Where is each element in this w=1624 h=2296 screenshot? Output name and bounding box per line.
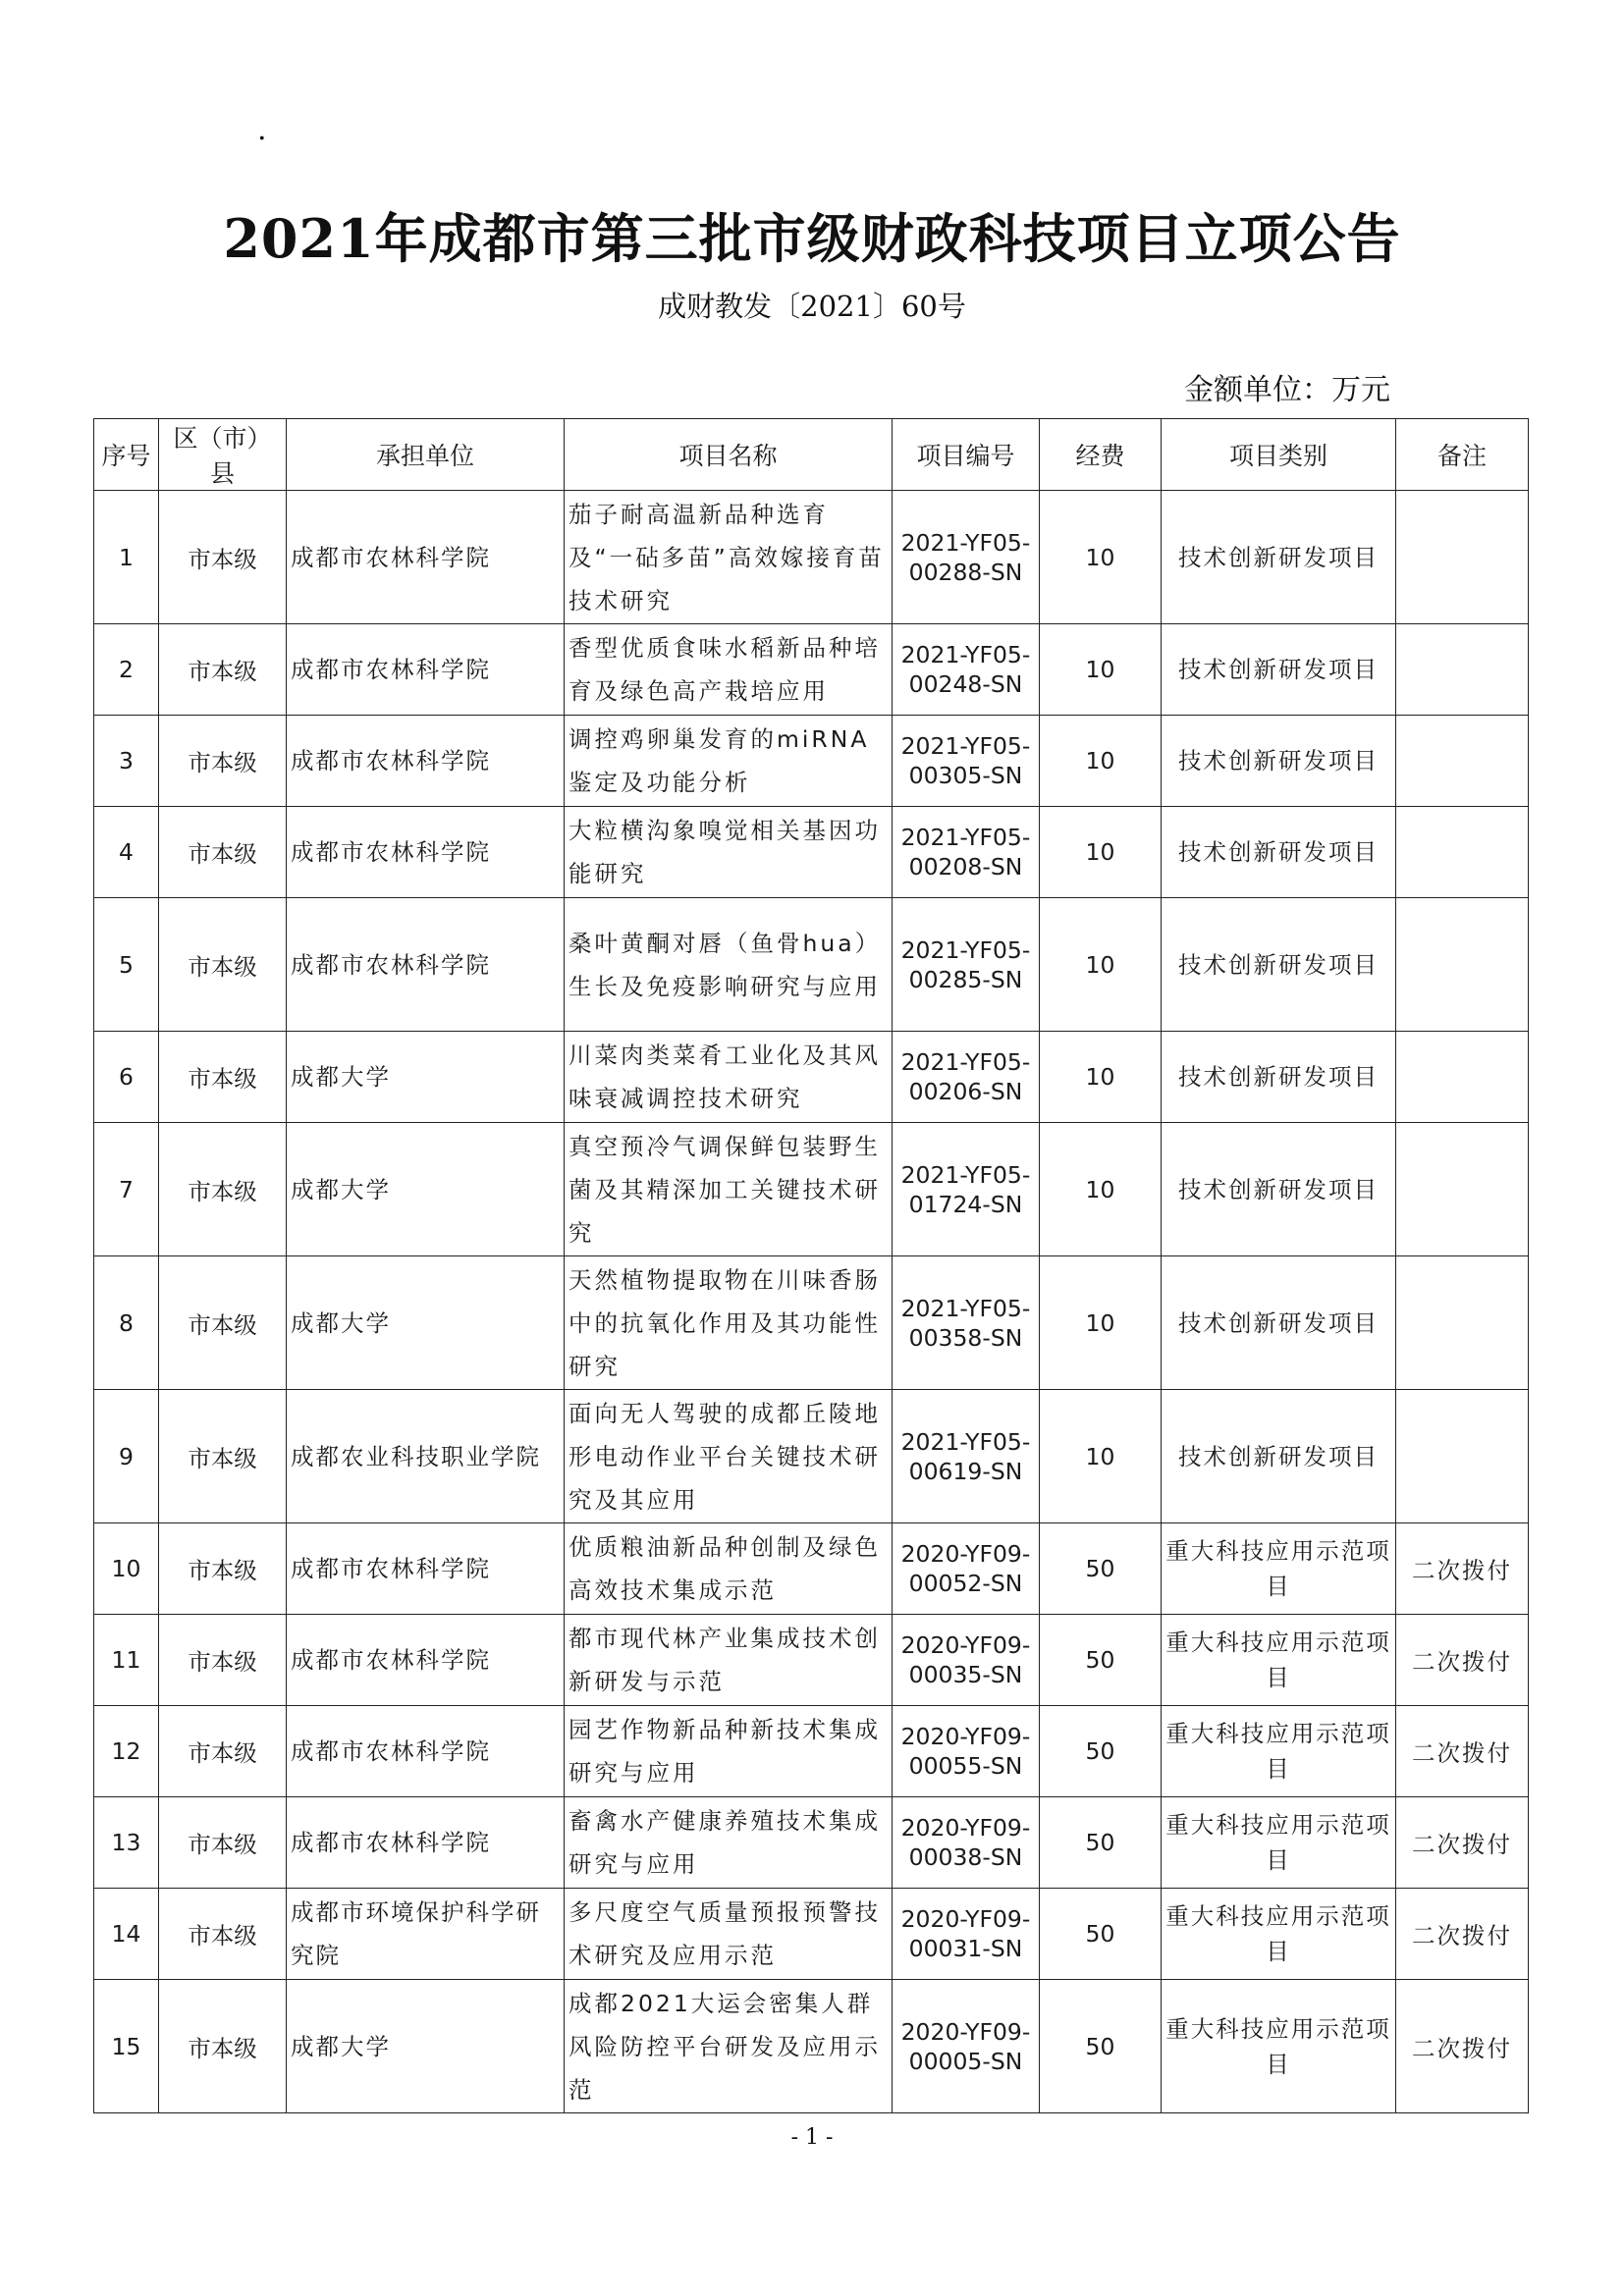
project-category-cell: 技术创新研发项目: [1162, 807, 1396, 898]
undertaking-unit-cell: 成都市农林科学院: [287, 807, 565, 898]
project-code-cell: 2021-YF05-00285-SN: [893, 898, 1040, 1032]
table-row: [94, 491, 1529, 624]
project-name-cell: 桑叶黄酮对唇（鱼骨hua）生长及免疫影响研究与应用: [565, 898, 893, 1032]
project-category-cell: 重大科技应用示范项目: [1162, 1523, 1396, 1615]
district-cell: 市本级: [159, 1980, 287, 2113]
row-number-cell: 11: [94, 1615, 159, 1706]
project-category-cell: 技术创新研发项目: [1162, 624, 1396, 716]
district-cell: 市本级: [159, 1523, 287, 1615]
column-header: 序号: [94, 419, 159, 491]
district-cell: 市本级: [159, 1615, 287, 1706]
table-row: [94, 1980, 1529, 2113]
remarks-cell: [1396, 716, 1529, 807]
row-number-cell: 12: [94, 1706, 159, 1797]
undertaking-unit-cell: 成都市农林科学院: [287, 624, 565, 716]
undertaking-unit-cell: 成都市农林科学院: [287, 491, 565, 624]
column-header: 经费: [1040, 419, 1162, 491]
row-number-cell: 14: [94, 1889, 159, 1980]
table-row: [94, 1256, 1529, 1390]
project-code-cell: 2020-YF09-00005-SN: [893, 1980, 1040, 2113]
page-number: - 1 -: [790, 2125, 834, 2150]
undertaking-unit-cell: 成都市农林科学院: [287, 1797, 565, 1889]
undertaking-unit-cell: 成都市农林科学院: [287, 1706, 565, 1797]
funding-cell: 10: [1040, 491, 1162, 624]
project-code-cell: 2021-YF05-00358-SN: [893, 1256, 1040, 1390]
undertaking-unit-cell: 成都大学: [287, 1032, 565, 1123]
table-row: [94, 1615, 1529, 1706]
district-cell: 市本级: [159, 1706, 287, 1797]
district-cell: 市本级: [159, 1797, 287, 1889]
funding-cell: 50: [1040, 1706, 1162, 1797]
row-number-cell: 6: [94, 1032, 159, 1123]
page-title: 2021年成都市第三批市级财政科技项目立项公告: [223, 207, 1401, 270]
remarks-cell: [1396, 491, 1529, 624]
funding-cell: 10: [1040, 1123, 1162, 1256]
remarks-cell: [1396, 624, 1529, 716]
project-code-cell: 2021-YF05-00206-SN: [893, 1032, 1040, 1123]
table-row: [94, 1123, 1529, 1256]
district-cell: 市本级: [159, 807, 287, 898]
undertaking-unit-cell: 成都市农林科学院: [287, 1523, 565, 1615]
column-header: 承担单位: [287, 419, 565, 491]
district-cell: 市本级: [159, 898, 287, 1032]
project-code-cell: 2021-YF05-00288-SN: [893, 491, 1040, 624]
table-row: [94, 898, 1529, 1032]
table-header-row: [94, 419, 1529, 491]
remarks-cell: 二次拨付: [1396, 1797, 1529, 1889]
table-row: [94, 1032, 1529, 1123]
row-number-cell: 8: [94, 1256, 159, 1390]
funding-cell: 10: [1040, 898, 1162, 1032]
project-category-cell: 技术创新研发项目: [1162, 1390, 1396, 1523]
column-header: 区（市）县: [159, 419, 287, 491]
project-code-cell: 2020-YF09-00055-SN: [893, 1706, 1040, 1797]
project-name-cell: 调控鸡卵巢发育的miRNA鉴定及功能分析: [565, 716, 893, 807]
funding-cell: 10: [1040, 1390, 1162, 1523]
table-row: [94, 716, 1529, 807]
funding-cell: 50: [1040, 1797, 1162, 1889]
undertaking-unit-cell: 成都大学: [287, 1256, 565, 1390]
column-header: 备注: [1396, 419, 1529, 491]
document-number: 成财教发〔2021〕60号: [658, 290, 966, 323]
undertaking-unit-cell: 成都大学: [287, 1980, 565, 2113]
project-name-cell: 川菜肉类菜肴工业化及其风味衰减调控技术研究: [565, 1032, 893, 1123]
district-cell: 市本级: [159, 1889, 287, 1980]
undertaking-unit-cell: 成都市农林科学院: [287, 716, 565, 807]
row-number-cell: 9: [94, 1390, 159, 1523]
remarks-cell: 二次拨付: [1396, 1980, 1529, 2113]
district-cell: 市本级: [159, 716, 287, 807]
project-name-cell: 园艺作物新品种新技术集成研究与应用: [565, 1706, 893, 1797]
table-row: [94, 1797, 1529, 1889]
district-cell: 市本级: [159, 624, 287, 716]
row-number-cell: 2: [94, 624, 159, 716]
row-number-cell: 5: [94, 898, 159, 1032]
row-number-cell: 13: [94, 1797, 159, 1889]
project-code-cell: 2020-YF09-00031-SN: [893, 1889, 1040, 1980]
project-name-cell: 天然植物提取物在川味香肠中的抗氧化作用及其功能性研究: [565, 1256, 893, 1390]
project-category-cell: 重大科技应用示范项目: [1162, 1889, 1396, 1980]
remarks-cell: 二次拨付: [1396, 1615, 1529, 1706]
project-name-cell: 真空预冷气调保鲜包装野生菌及其精深加工关键技术研究: [565, 1123, 893, 1256]
remarks-cell: 二次拨付: [1396, 1706, 1529, 1797]
table-body: [94, 491, 1529, 2113]
district-cell: 市本级: [159, 1256, 287, 1390]
undertaking-unit-cell: 成都市农林科学院: [287, 1615, 565, 1706]
funding-cell: 10: [1040, 1032, 1162, 1123]
table-row: [94, 624, 1529, 716]
district-cell: 市本级: [159, 1123, 287, 1256]
funding-cell: 10: [1040, 716, 1162, 807]
remarks-cell: 二次拨付: [1396, 1523, 1529, 1615]
funding-cell: 50: [1040, 1889, 1162, 1980]
column-header: 项目类别: [1162, 419, 1396, 491]
project-name-cell: 都市现代林产业集成技术创新研发与示范: [565, 1615, 893, 1706]
project-code-cell: 2021-YF05-00305-SN: [893, 716, 1040, 807]
table-row: [94, 1390, 1529, 1523]
project-name-cell: 大粒横沟象嗅觉相关基因功能研究: [565, 807, 893, 898]
remarks-cell: 二次拨付: [1396, 1889, 1529, 1980]
project-name-cell: 多尺度空气质量预报预警技术研究及应用示范: [565, 1889, 893, 1980]
funding-cell: 10: [1040, 624, 1162, 716]
project-code-cell: 2021-YF05-01724-SN: [893, 1123, 1040, 1256]
project-code-cell: 2020-YF09-00038-SN: [893, 1797, 1040, 1889]
project-category-cell: 技术创新研发项目: [1162, 716, 1396, 807]
district-cell: 市本级: [159, 1390, 287, 1523]
district-cell: 市本级: [159, 1032, 287, 1123]
row-number-cell: 10: [94, 1523, 159, 1615]
project-category-cell: 重大科技应用示范项目: [1162, 1615, 1396, 1706]
table-row: [94, 1706, 1529, 1797]
amount-unit-note: 金额单位：万元: [1184, 373, 1390, 407]
row-number-cell: 4: [94, 807, 159, 898]
project-category-cell: 技术创新研发项目: [1162, 1123, 1396, 1256]
project-name-cell: 成都2021大运会密集人群风险防控平台研发及应用示范: [565, 1980, 893, 2113]
funding-cell: 10: [1040, 807, 1162, 898]
column-header: 项目名称: [565, 419, 893, 491]
table-row: [94, 807, 1529, 898]
row-number-cell: 15: [94, 1980, 159, 2113]
row-number-cell: 1: [94, 491, 159, 624]
remarks-cell: [1396, 898, 1529, 1032]
project-table: [93, 418, 1529, 2113]
project-code-cell: 2021-YF05-00208-SN: [893, 807, 1040, 898]
project-name-cell: 香型优质食味水稻新品种培育及绿色高产栽培应用: [565, 624, 893, 716]
project-name-cell: 面向无人驾驶的成都丘陵地形电动作业平台关键技术研究及其应用: [565, 1390, 893, 1523]
undertaking-unit-cell: 成都农业科技职业学院: [287, 1390, 565, 1523]
remarks-cell: [1396, 807, 1529, 898]
project-category-cell: 技术创新研发项目: [1162, 898, 1396, 1032]
funding-cell: 10: [1040, 1256, 1162, 1390]
table-row: [94, 1889, 1529, 1980]
funding-cell: 50: [1040, 1523, 1162, 1615]
remarks-cell: [1396, 1390, 1529, 1523]
remarks-cell: [1396, 1123, 1529, 1256]
project-code-cell: 2021-YF05-00619-SN: [893, 1390, 1040, 1523]
project-category-cell: 技术创新研发项目: [1162, 491, 1396, 624]
project-category-cell: 重大科技应用示范项目: [1162, 1980, 1396, 2113]
remarks-cell: [1396, 1256, 1529, 1390]
project-name-cell: 优质粮油新品种创制及绿色高效技术集成示范: [565, 1523, 893, 1615]
project-code-cell: 2021-YF05-00248-SN: [893, 624, 1040, 716]
funding-cell: 50: [1040, 1615, 1162, 1706]
row-number-cell: 3: [94, 716, 159, 807]
funding-cell: 50: [1040, 1980, 1162, 2113]
remarks-cell: [1396, 1032, 1529, 1123]
project-name-cell: 茄子耐高温新品种选育及“一砧多苗”高效嫁接育苗技术研究: [565, 491, 893, 624]
undertaking-unit-cell: 成都市环境保护科学研究院: [287, 1889, 565, 1980]
undertaking-unit-cell: 成都市农林科学院: [287, 898, 565, 1032]
project-code-cell: 2020-YF09-00035-SN: [893, 1615, 1040, 1706]
table-row: [94, 1523, 1529, 1615]
project-category-cell: 重大科技应用示范项目: [1162, 1797, 1396, 1889]
stray-dot-mark: .: [257, 113, 267, 147]
project-name-cell: 畜禽水产健康养殖技术集成研究与应用: [565, 1797, 893, 1889]
project-code-cell: 2020-YF09-00052-SN: [893, 1523, 1040, 1615]
row-number-cell: 7: [94, 1123, 159, 1256]
column-header: 项目编号: [893, 419, 1040, 491]
project-category-cell: 技术创新研发项目: [1162, 1256, 1396, 1390]
district-cell: 市本级: [159, 491, 287, 624]
project-category-cell: 重大科技应用示范项目: [1162, 1706, 1396, 1797]
undertaking-unit-cell: 成都大学: [287, 1123, 565, 1256]
project-category-cell: 技术创新研发项目: [1162, 1032, 1396, 1123]
